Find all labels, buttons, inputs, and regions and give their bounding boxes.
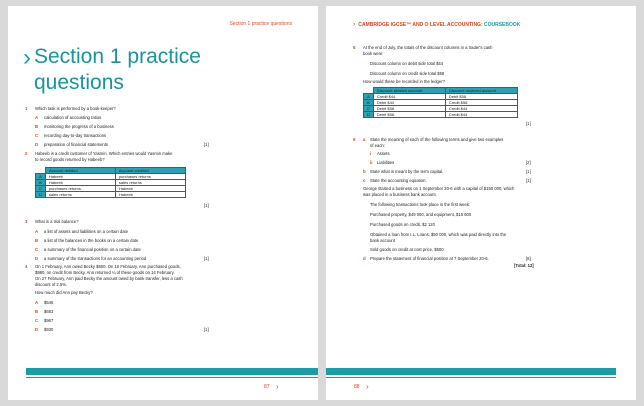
table-cell: Habeeb <box>45 174 115 180</box>
question-number: 1 <box>25 106 28 111</box>
running-header <box>353 21 520 28</box>
mark: [1] <box>526 121 531 126</box>
question-text: State the meaning of each of the following terms and give two examples <box>370 137 504 142</box>
transaction-item: Purchased property, $49 000, and equipment, $15 600 <box>370 212 472 217</box>
question-number: 2 <box>25 151 28 156</box>
table-cell: purchases returns <box>115 174 185 180</box>
page-number: 87 <box>264 384 270 390</box>
mark: [1] <box>526 178 531 183</box>
transaction-item: Purchased goods on credit, $2 120 <box>370 222 435 227</box>
option-text: recording day-to-day transactions <box>44 133 107 138</box>
table-cell: sales returns <box>45 192 115 198</box>
question-text: State what is meant by the term capital. <box>370 169 444 174</box>
part-letter: a <box>363 137 366 142</box>
subpart-number: i <box>370 151 372 156</box>
table-cell: Debit $58 <box>445 94 517 100</box>
chevron-right-icon: › <box>366 382 369 391</box>
option-letter: A <box>35 115 39 120</box>
mark: [1] <box>204 256 209 261</box>
part-letter: d <box>363 256 366 261</box>
question-text: State the accounting equation. <box>370 178 427 183</box>
table-row <box>36 192 186 198</box>
question-text: of each: <box>370 143 385 148</box>
mark: [2] <box>526 160 531 165</box>
table-row <box>364 112 518 118</box>
option-text: a summary of the financial position on a certain date <box>44 247 141 252</box>
subpart-text: Assets <box>377 151 390 156</box>
table-cell: Debit $44 <box>373 100 445 106</box>
scenario-text: George started a business on 1 September 20-6 with a capital of $150 000, which <box>363 186 515 191</box>
scenario-text: was placed in a business bank account. <box>363 192 437 197</box>
part-letter: b <box>363 169 366 174</box>
question-text: At the end of July, the totals of the discount columns in a trader's cash <box>363 45 493 50</box>
footer-rule <box>26 377 318 378</box>
question-text: $980, on credit from Becky. Ann returned ¼ of these goods on 14 February. <box>35 270 175 275</box>
chevron-right-icon: › <box>23 44 31 71</box>
table-header: Discount received account <box>445 88 517 94</box>
option-letter: D <box>35 327 39 332</box>
subpart-number: ii <box>370 160 373 165</box>
row-letter: A <box>364 94 374 100</box>
running-header: Section 1 practice questions <box>229 21 292 27</box>
page-number: 88 <box>354 384 360 390</box>
question-text: On 1 February, Ann owed Becky $500. On 10 February, Ann purchased goods, <box>35 264 181 269</box>
mark: [1] <box>204 203 209 208</box>
table-cell: Credit $44 <box>445 106 517 112</box>
row-letter: D <box>36 192 46 198</box>
table-header: Account debited <box>45 168 115 174</box>
right-page <box>326 6 636 400</box>
footer-bar <box>326 368 616 375</box>
option-letter: C <box>35 318 39 323</box>
table-cell: sales returns <box>115 180 185 186</box>
question-text: How much did Ann pay Becky? <box>35 290 93 295</box>
row-letter: A <box>36 174 46 180</box>
option-letter: A <box>35 300 39 305</box>
mark: [1] <box>204 142 209 147</box>
option-text: a summary of the transactions for an accounting period <box>44 256 147 261</box>
option-letter: A <box>35 229 39 234</box>
question-text: Which task is performed by a book-keeper? <box>35 106 116 111</box>
subpart-text: Liabilities <box>377 160 395 165</box>
option-text: $546 <box>44 300 54 305</box>
option-text: $683 <box>44 309 54 314</box>
question-number: 5 <box>353 45 356 50</box>
scenario-text: The following transactions took place in the first week: <box>370 202 471 207</box>
question-text: How would these be recorded in the ledger? <box>363 79 445 84</box>
question-text: On 27 February, Ann paid Becky the amount owed by bank transfer, less a cash <box>35 276 183 281</box>
footer-rule <box>326 377 616 378</box>
question-text: discount of 2.5%. <box>35 282 68 287</box>
table-cell: Credit $58 <box>445 100 517 106</box>
question-detail: Discount column on credit side total $58 <box>370 71 445 76</box>
book-subtitle: COURSEBOOK <box>484 22 521 28</box>
book-title: CAMBRIDGE IGCSE™ AND O LEVEL ACCOUNTING: <box>358 22 484 28</box>
option-letter: D <box>35 256 39 261</box>
mark: [8] <box>526 256 531 261</box>
footer-bar <box>26 368 318 375</box>
page-title: Section 1 practice questions <box>34 45 201 94</box>
row-letter: C <box>36 186 46 192</box>
chevron-right-icon: › <box>276 382 279 391</box>
option-letter: B <box>35 309 39 314</box>
table-cell: Debit $58 <box>373 112 445 118</box>
table-cell: Debit $58 <box>373 106 445 112</box>
table-cell: Habeeb <box>115 192 185 198</box>
transaction-item: Obtained a loan from I.L. Loans, $50 000, which was paid directly into the <box>370 232 507 237</box>
question-number: 3 <box>25 219 28 224</box>
option-text: a list of the balances in the books on a certain date <box>44 238 139 243</box>
chevron-right-icon: › <box>353 21 356 28</box>
option-text: preparation of financial statements <box>44 142 109 147</box>
table-cell: Credit $44 <box>445 112 517 118</box>
question-text: Habeeb is a credit customer of Yasmin. Which entries would Yasmin make <box>35 151 173 156</box>
table-cell: Credit $44 <box>373 94 445 100</box>
question-detail: Discount column on debit side total $44 <box>370 61 444 66</box>
option-letter: C <box>35 133 39 138</box>
question-text: book were: <box>363 51 384 56</box>
table-cell: Habeeb <box>45 180 115 186</box>
left-page <box>8 6 318 400</box>
option-text: $967 <box>44 318 54 323</box>
table-cell: Habeeb <box>115 186 185 192</box>
transaction-item: Sold goods on credit at cost price, $500 <box>370 247 444 252</box>
question-text: Prepare the statement of financial position at 7 September 20-6. <box>370 256 489 261</box>
option-text: $930 <box>44 327 54 332</box>
option-letter: C <box>35 247 39 252</box>
table-header: Account credited <box>115 168 185 174</box>
option-text: calculation of accounting ratios <box>44 115 102 120</box>
question-number: 6 <box>353 137 356 142</box>
option-letter: D <box>35 142 39 147</box>
mark: [1] <box>204 327 209 332</box>
option-letter: B <box>35 124 39 129</box>
option-letter: B <box>35 238 39 243</box>
row-letter: D <box>364 112 374 118</box>
row-letter: B <box>36 180 46 186</box>
transaction-item: bank account <box>370 238 395 243</box>
question-text: What is a trial balance? <box>35 219 79 224</box>
row-letter: B <box>364 100 374 106</box>
question-number: 4 <box>25 264 28 269</box>
option-text: monitoring the progress of a business <box>44 124 114 129</box>
option-text: a list of assets and liabilities on a certain date <box>44 229 129 234</box>
table-cell: purchases returns <box>45 186 115 192</box>
row-letter: C <box>364 106 374 112</box>
total-mark: [Total: 12] <box>514 263 534 268</box>
part-letter: c <box>363 178 366 183</box>
table-header: Discount allowed account <box>373 88 445 94</box>
discount-table <box>363 87 518 118</box>
question-text: to record goods returned by Habeeb? <box>35 157 105 162</box>
accounts-table <box>35 167 186 198</box>
mark: [1] <box>526 169 531 174</box>
